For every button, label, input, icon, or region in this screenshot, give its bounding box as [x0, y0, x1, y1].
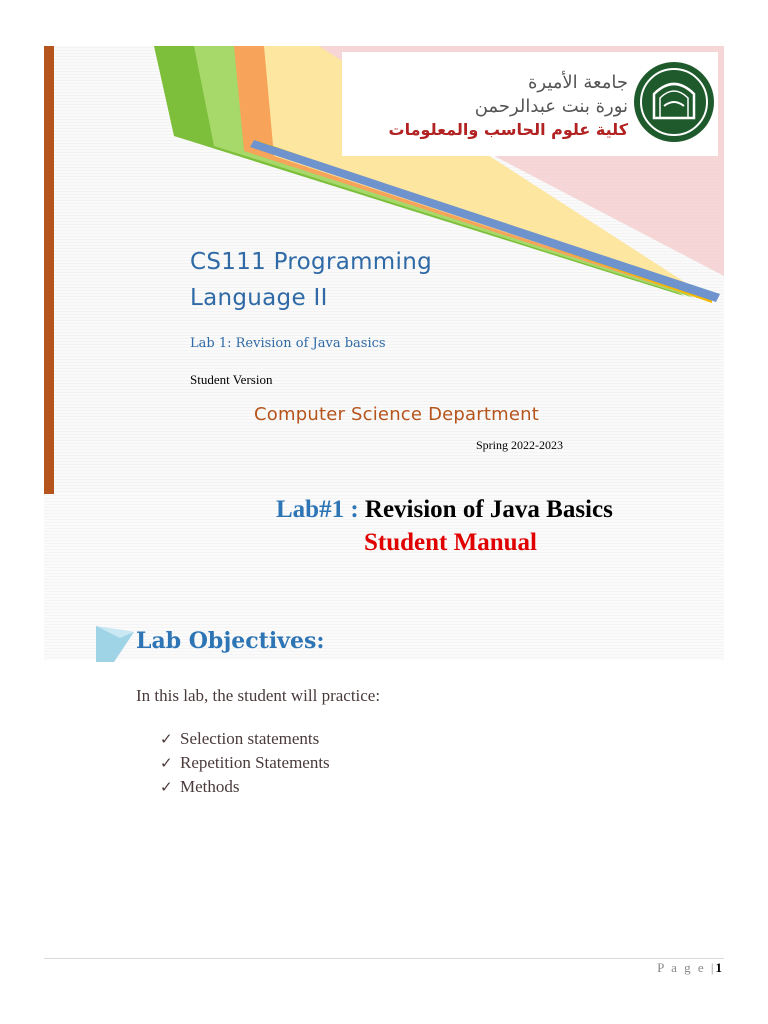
- checkmark-icon: ✓: [160, 778, 173, 796]
- lab-number: Lab#1 :: [276, 496, 359, 523]
- checkmark-icon: ✓: [160, 730, 173, 748]
- flag-icon: [94, 624, 138, 664]
- objective-label: Selection statements: [180, 729, 320, 748]
- objectives-list: [160, 727, 330, 799]
- course-title-line1: CS111 Programming: [190, 249, 432, 275]
- university-seal-icon: [632, 60, 716, 144]
- logo-arabic-college-name: كلية علوم الحاسب والمعلومات: [388, 120, 628, 139]
- university-logo: [342, 52, 718, 156]
- cover-side-stripe: [44, 46, 54, 494]
- course-title: [190, 244, 510, 316]
- page-label: P a g e: [657, 960, 706, 975]
- page-number-value: 1: [715, 960, 722, 975]
- lab-title: Revision of Java Basics: [364, 496, 613, 523]
- department-name: Computer Science Department: [254, 404, 540, 425]
- logo-arabic-university-name: جامعة الأميرة: [527, 72, 628, 93]
- student-version-label: Student Version: [190, 372, 273, 387]
- list-item: [160, 727, 330, 751]
- checkmark-icon: ✓: [160, 754, 173, 772]
- list-item: [160, 775, 330, 799]
- course-title-line2: Language II: [190, 285, 328, 311]
- logo-arabic-university-subname: نورة بنت عبدالرحمن: [474, 96, 628, 117]
- objectives-title: Lab Objectives:: [136, 628, 325, 654]
- page-number: P a g e |1: [657, 960, 722, 975]
- footer-divider: [44, 958, 724, 959]
- student-manual-heading: Student Manual: [364, 529, 537, 556]
- objective-label: Repetition Statements: [180, 753, 330, 772]
- objectives-intro: In this lab, the student will practice:: [136, 686, 381, 705]
- list-item: [160, 751, 330, 775]
- term-label: Spring 2022-2023: [476, 438, 563, 452]
- objective-label: Methods: [180, 777, 240, 796]
- lab-subtitle: Lab 1: Revision of Java basics: [190, 336, 386, 351]
- lab-heading: [276, 496, 613, 524]
- cover-banner: [44, 46, 724, 494]
